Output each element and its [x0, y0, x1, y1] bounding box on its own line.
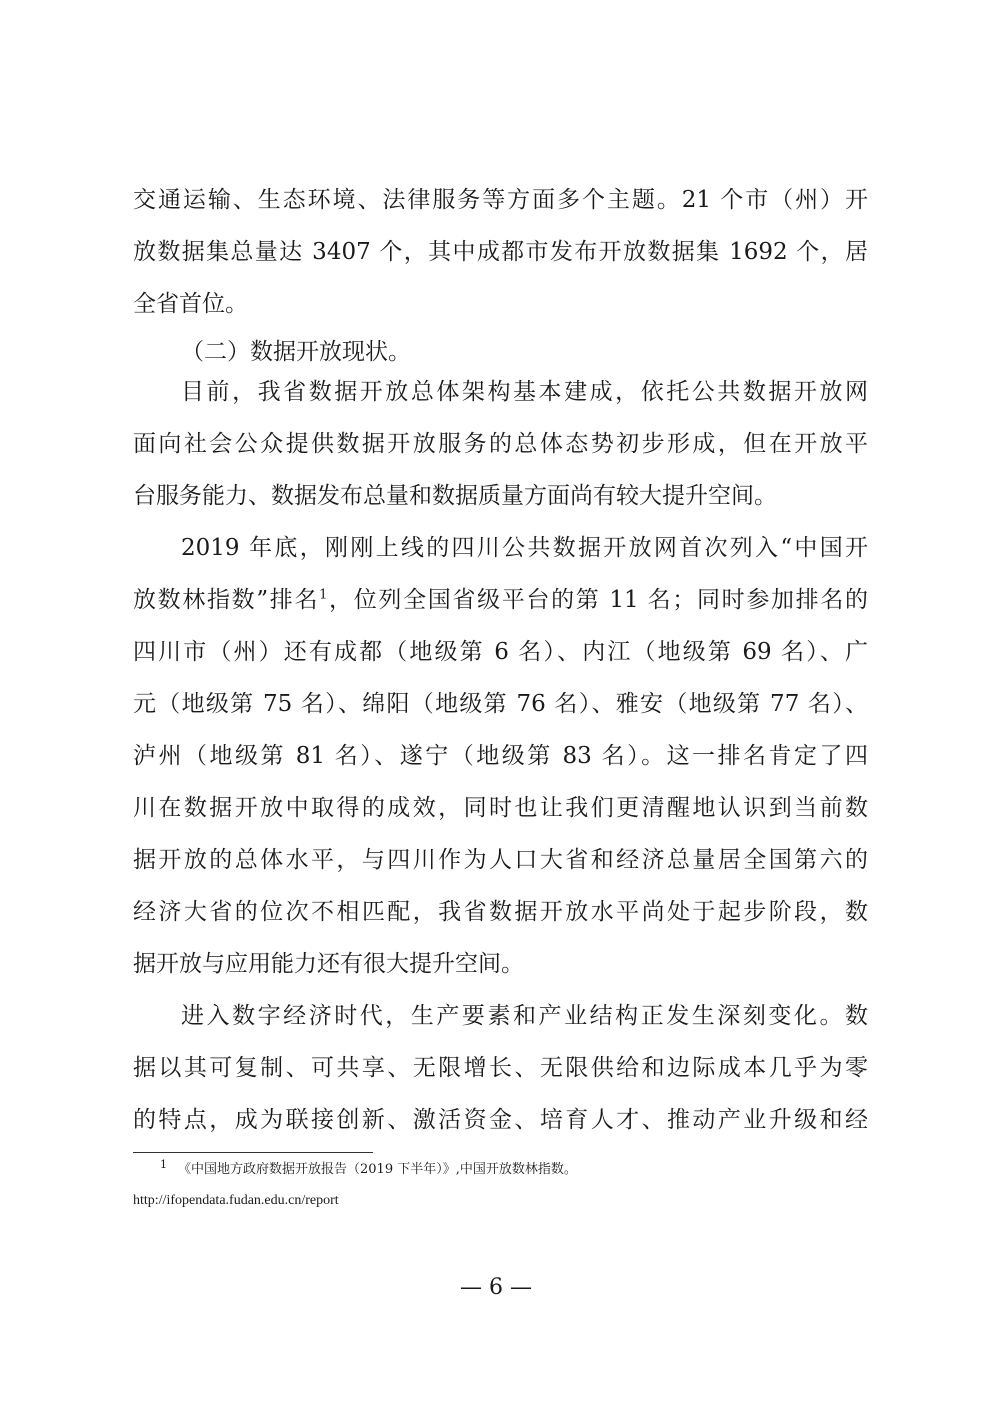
body-line: 泸州（地级第 81 名）、遂宁（地级第 83 名）。这一排名肯定了四	[133, 743, 868, 769]
footnote-mark: 1	[160, 1158, 167, 1171]
body-line: 据开放的总体水平，与四川作为人口大省和经济总量居全国第六的	[133, 847, 868, 873]
footnote-link[interactable]: http://ifopendata.fudan.edu.cn/report	[133, 1193, 339, 1208]
body-line: 的特点，成为联接创新、激活资金、培育人才、推动产业升级和经	[133, 1107, 868, 1133]
footnote-divider	[133, 1152, 373, 1153]
body-line: 全省首位。	[133, 291, 248, 317]
page-number: — 6 —	[460, 1275, 532, 1300]
body-line: 元（地级第 75 名）、绵阳（地级第 76 名）、雅安（地级第 77 名）、	[133, 691, 868, 717]
body-line: 交通运输、生态环境、法律服务等方面多个主题。21 个市（州）开	[133, 187, 868, 213]
body-line: 目前，我省数据开放总体架构基本建成，依托公共数据开放网	[181, 379, 868, 405]
section-heading: （二）数据开放现状。	[181, 339, 411, 365]
body-line: 据以其可复制、可共享、无限增长、无限供给和边际成本几乎为零	[133, 1055, 868, 1081]
footnote-reference[interactable]: 1	[319, 587, 328, 603]
body-line-with-footnote	[133, 580, 868, 620]
body-line: 四川市（州）还有成都（地级第 6 名）、内江（地级第 69 名）、广	[133, 639, 868, 665]
body-line: 放数据集总量达 3407 个，其中成都市发布开放数据集 1692 个，居	[133, 239, 868, 265]
footnote-text: 《中国地方政府数据开放报告（2019 下半年）》,中国开放数林指数。	[178, 1162, 577, 1177]
body-line: 2019 年底，刚刚上线的四川公共数据开放网首次列入“中国开	[181, 535, 868, 561]
body-line: 据开放与应用能力还有很大提升空间。	[133, 951, 524, 977]
body-line: 台服务能力、数据发布总量和数据质量方面尚有较大提升空间。	[133, 483, 777, 509]
body-line: 面向社会公众提供数据开放服务的总体态势初步形成，但在开放平	[133, 431, 868, 457]
body-line: 经济大省的位次不相匹配，我省数据开放水平尚处于起步阶段，数	[133, 899, 868, 925]
body-line: 进入数字经济时代，生产要素和产业结构正发生深刻变化。数	[181, 1003, 868, 1029]
body-line: 川在数据开放中取得的成效，同时也让我们更清醒地认识到当前数	[133, 795, 868, 821]
body-text: ，位列全国省级平台的第 11 名；同时参加排名的	[327, 587, 868, 613]
body-text: 放数林指数”排名	[133, 587, 320, 613]
